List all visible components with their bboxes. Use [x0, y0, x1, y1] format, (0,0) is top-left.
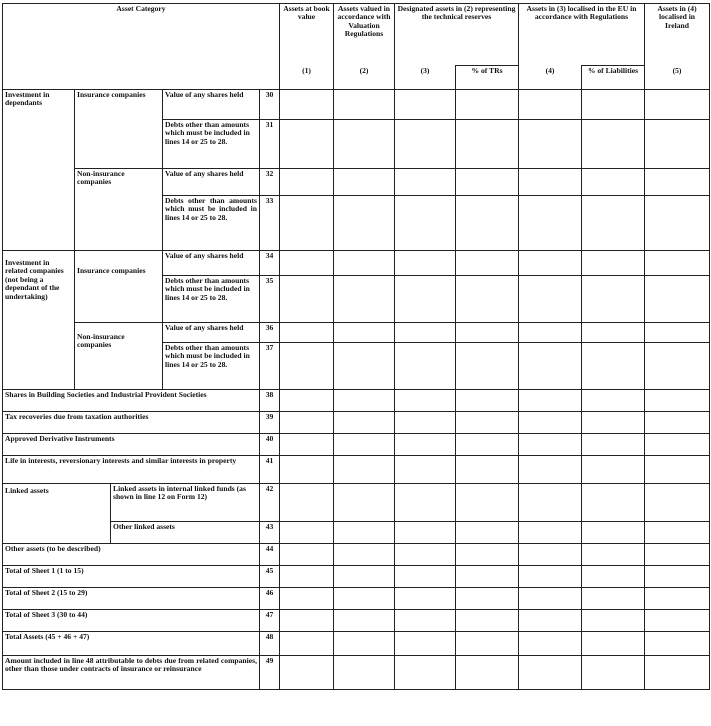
line-48-col4b[interactable]	[582, 632, 645, 656]
line-47-col5[interactable]	[645, 610, 710, 632]
line-31-col5[interactable]	[645, 120, 710, 169]
col5-number: (5)	[645, 66, 710, 90]
line-40-col1[interactable]	[280, 434, 334, 456]
line-48-col3b[interactable]	[456, 632, 519, 656]
line-43-col3b[interactable]	[456, 522, 519, 544]
line-41-number: 41	[260, 456, 280, 484]
col3b-title: % of TRs	[456, 66, 519, 90]
line-41-col1[interactable]	[280, 456, 334, 484]
line-30-number: 30	[260, 90, 280, 120]
line-40-number: 40	[260, 434, 280, 456]
line-39-col3[interactable]	[395, 412, 456, 434]
line-34-col4b[interactable]	[582, 251, 645, 276]
line-34-label: Value of any shares held	[163, 251, 260, 276]
line-30-col5[interactable]	[645, 90, 710, 120]
line-44-col3[interactable]	[395, 544, 456, 566]
line-32-col3b[interactable]	[456, 169, 519, 196]
line-32-col4[interactable]	[519, 169, 582, 196]
line-43-col4b[interactable]	[582, 522, 645, 544]
line-43-col5[interactable]	[645, 522, 710, 544]
line-32-number: 32	[260, 169, 280, 196]
line-36-col5[interactable]	[645, 323, 710, 343]
line-42-col3[interactable]	[395, 484, 456, 522]
line-33-col2[interactable]	[334, 196, 395, 251]
line-33-number: 33	[260, 196, 280, 251]
line-41-col2[interactable]	[334, 456, 395, 484]
line-49-col2[interactable]	[334, 656, 395, 690]
line-32-col5[interactable]	[645, 169, 710, 196]
line-32-col3[interactable]	[395, 169, 456, 196]
line-43-col4[interactable]	[519, 522, 582, 544]
line-33-col3b[interactable]	[456, 196, 519, 251]
line-45-col4[interactable]	[519, 566, 582, 588]
line-44-label: Other assets (to be described)	[3, 544, 260, 566]
line-31-col3[interactable]	[395, 120, 456, 169]
line-34-col3b[interactable]	[456, 251, 519, 276]
line-37-label: Debts other than amounts which must be included in lines 14 or 25 to 28.	[163, 343, 260, 390]
line-36-col2[interactable]	[334, 323, 395, 343]
line-41-col5[interactable]	[645, 456, 710, 484]
asset-category-header: Asset Category	[3, 4, 280, 90]
line-48-col4[interactable]	[519, 632, 582, 656]
line-37-col3b[interactable]	[456, 343, 519, 390]
line-46-col5[interactable]	[645, 588, 710, 610]
line-40-label: Approved Derivative Instruments	[3, 434, 260, 456]
line-46-col4[interactable]	[519, 588, 582, 610]
line-44-col4[interactable]	[519, 544, 582, 566]
line-35-col3b[interactable]	[456, 276, 519, 323]
line-31-col4[interactable]	[519, 120, 582, 169]
line-34-col1[interactable]	[280, 251, 334, 276]
line-37-col4[interactable]	[519, 343, 582, 390]
col1-number: (1)	[280, 66, 334, 90]
line-39-label: Tax recoveries due from taxation authorities	[3, 412, 260, 434]
line-39-col4b[interactable]	[582, 412, 645, 434]
line-36-col3b[interactable]	[456, 323, 519, 343]
line-43-number: 43	[260, 522, 280, 544]
line-49-col4[interactable]	[519, 656, 582, 690]
line-40-col3b[interactable]	[456, 434, 519, 456]
line-42-col3b[interactable]	[456, 484, 519, 522]
line-42-label: Linked assets in internal linked funds (as shown in line 12 on Form 12)	[111, 484, 260, 522]
subgroup-insurance-related: Insurance companies	[75, 251, 163, 323]
line-45-number: 45	[260, 566, 280, 588]
line-41-col4b[interactable]	[582, 456, 645, 484]
line-47-col2[interactable]	[334, 610, 395, 632]
line-45-col1[interactable]	[280, 566, 334, 588]
line-48-number: 48	[260, 632, 280, 656]
line-38-label: Shares in Building Societies and Industrial Provident Societies	[3, 390, 260, 412]
line-40-col3[interactable]	[395, 434, 456, 456]
line-46-col4b[interactable]	[582, 588, 645, 610]
line-43-label: Other linked assets	[111, 522, 260, 544]
line-37-number: 37	[260, 343, 280, 390]
line-44-col2[interactable]	[334, 544, 395, 566]
line-47-col1[interactable]	[280, 610, 334, 632]
line-37-col5[interactable]	[645, 343, 710, 390]
line-33-label: Debts other than amounts which must be included in lines 14 or 25 to 28.	[163, 196, 260, 251]
asset-category-table	[2, 3, 710, 690]
line-35-col4b[interactable]	[582, 276, 645, 323]
line-37-col3[interactable]	[395, 343, 456, 390]
line-42-col4b[interactable]	[582, 484, 645, 522]
line-42-col5[interactable]	[645, 484, 710, 522]
line-45-col2[interactable]	[334, 566, 395, 588]
line-37-col1[interactable]	[280, 343, 334, 390]
line-31-col3b[interactable]	[456, 120, 519, 169]
line-30-col3b[interactable]	[456, 90, 519, 120]
line-48-label: Total Assets (45 + 46 + 47)	[3, 632, 260, 656]
line-46-col1[interactable]	[280, 588, 334, 610]
line-32-label: Value of any shares held	[163, 169, 260, 196]
line-35-col4[interactable]	[519, 276, 582, 323]
line-48-col3[interactable]	[395, 632, 456, 656]
col3-title: Designated assets in (2) representing the technical reserves	[395, 4, 519, 66]
line-44-col1[interactable]	[280, 544, 334, 566]
line-40-col4[interactable]	[519, 434, 582, 456]
line-37-col2[interactable]	[334, 343, 395, 390]
line-38-col5[interactable]	[645, 390, 710, 412]
line-33-col4b[interactable]	[582, 196, 645, 251]
line-36-col3[interactable]	[395, 323, 456, 343]
line-43-col3[interactable]	[395, 522, 456, 544]
line-39-number: 39	[260, 412, 280, 434]
line-39-col3b[interactable]	[456, 412, 519, 434]
line-30-col2[interactable]	[334, 90, 395, 120]
line-43-col1[interactable]	[280, 522, 334, 544]
col4-number: (4)	[519, 66, 582, 90]
line-49-col4b[interactable]	[582, 656, 645, 690]
line-31-col2[interactable]	[334, 120, 395, 169]
line-45-col3b[interactable]	[456, 566, 519, 588]
line-30-col1[interactable]	[280, 90, 334, 120]
line-38-col3[interactable]	[395, 390, 456, 412]
line-46-col3b[interactable]	[456, 588, 519, 610]
col1-title: Assets at book value	[280, 4, 334, 66]
line-45-col3[interactable]	[395, 566, 456, 588]
col4b-title: % of Liabilities	[582, 66, 645, 90]
line-31-col4b[interactable]	[582, 120, 645, 169]
line-31-number: 31	[260, 120, 280, 169]
line-45-col5[interactable]	[645, 566, 710, 588]
line-49-label: Amount included in line 48 attributable to debts due from related companies, other than those under contracts of insurance or reinsurance	[3, 656, 260, 690]
line-44-col5[interactable]	[645, 544, 710, 566]
line-31-label: Debts other than amounts which must be included in lines 14 or 25 to 28.	[163, 120, 260, 169]
line-30-col4b[interactable]	[582, 90, 645, 120]
line-39-col5[interactable]	[645, 412, 710, 434]
line-38-col4[interactable]	[519, 390, 582, 412]
line-39-col2[interactable]	[334, 412, 395, 434]
line-44-col4b[interactable]	[582, 544, 645, 566]
line-47-number: 47	[260, 610, 280, 632]
line-34-col3[interactable]	[395, 251, 456, 276]
line-35-col1[interactable]	[280, 276, 334, 323]
line-33-col1[interactable]	[280, 196, 334, 251]
line-41-label: Life in interests, reversionary interests and similar interests in property	[3, 456, 260, 484]
line-47-col3[interactable]	[395, 610, 456, 632]
col2-number: (2)	[334, 66, 395, 90]
line-48-col2[interactable]	[334, 632, 395, 656]
line-42-col2[interactable]	[334, 484, 395, 522]
line-42-col1[interactable]	[280, 484, 334, 522]
line-33-col5[interactable]	[645, 196, 710, 251]
line-46-col3[interactable]	[395, 588, 456, 610]
col3-number: (3)	[395, 66, 456, 90]
line-48-col1[interactable]	[280, 632, 334, 656]
line-38-number: 38	[260, 390, 280, 412]
line-36-label: Value of any shares held	[163, 323, 260, 343]
line-33-col4[interactable]	[519, 196, 582, 251]
asset-form-sheet	[2, 3, 709, 720]
col2-title: Assets valued in accordance with Valuation Regulations	[334, 4, 395, 66]
line-41-col3b[interactable]	[456, 456, 519, 484]
group-dependants: Investment in dependants	[3, 90, 75, 251]
line-35-col3[interactable]	[395, 276, 456, 323]
line-44-number: 44	[260, 544, 280, 566]
line-48-col5[interactable]	[645, 632, 710, 656]
group-linked-assets: Linked assets	[3, 484, 111, 544]
line-46-number: 46	[260, 588, 280, 610]
subgroup-insurance-dependants: Insurance companies	[75, 90, 163, 169]
subgroup-non-insurance-related: Non-insurance companies	[75, 323, 163, 390]
line-42-number: 42	[260, 484, 280, 522]
line-47-col4[interactable]	[519, 610, 582, 632]
line-42-col4[interactable]	[519, 484, 582, 522]
line-32-col2[interactable]	[334, 169, 395, 196]
col5-title: Assets in (4) localised in Ireland	[645, 4, 710, 66]
line-49-col3[interactable]	[395, 656, 456, 690]
line-34-col5[interactable]	[645, 251, 710, 276]
line-31-col1[interactable]	[280, 120, 334, 169]
line-32-col1[interactable]	[280, 169, 334, 196]
line-49-col3b[interactable]	[456, 656, 519, 690]
line-43-col2[interactable]	[334, 522, 395, 544]
line-41-col4[interactable]	[519, 456, 582, 484]
group-related-companies: Investment in related companies (not being a dependant of the undertaking)	[3, 251, 75, 390]
line-39-col1[interactable]	[280, 412, 334, 434]
line-40-col5[interactable]	[645, 434, 710, 456]
line-40-col4b[interactable]	[582, 434, 645, 456]
line-38-col3b[interactable]	[456, 390, 519, 412]
line-41-col3[interactable]	[395, 456, 456, 484]
line-49-col1[interactable]	[280, 656, 334, 690]
line-46-col2[interactable]	[334, 588, 395, 610]
line-40-col2[interactable]	[334, 434, 395, 456]
line-36-number: 36	[260, 323, 280, 343]
line-34-col4[interactable]	[519, 251, 582, 276]
line-45-col4b[interactable]	[582, 566, 645, 588]
line-35-number: 35	[260, 276, 280, 323]
line-30-col4[interactable]	[519, 90, 582, 120]
line-35-col5[interactable]	[645, 276, 710, 323]
line-33-col3[interactable]	[395, 196, 456, 251]
line-35-label: Debts other than amounts which must be included in lines 14 or 25 to 28.	[163, 276, 260, 323]
line-34-number: 34	[260, 251, 280, 276]
line-38-col4b[interactable]	[582, 390, 645, 412]
line-49-col5[interactable]	[645, 656, 710, 690]
line-35-col2[interactable]	[334, 276, 395, 323]
line-36-col1[interactable]	[280, 323, 334, 343]
line-47-label: Total of Sheet 3 (30 to 44)	[3, 610, 260, 632]
subgroup-non-insurance-dependants: Non-insurance companies	[75, 169, 163, 251]
line-39-col4[interactable]	[519, 412, 582, 434]
line-34-col2[interactable]	[334, 251, 395, 276]
line-38-col1[interactable]	[280, 390, 334, 412]
line-36-col4[interactable]	[519, 323, 582, 343]
line-45-label: Total of Sheet 1 (1 to 15)	[3, 566, 260, 588]
line-36-col4b[interactable]	[582, 323, 645, 343]
line-47-col3b[interactable]	[456, 610, 519, 632]
col4-title: Assets in (3) localised in the EU in accordance with Regulations	[519, 4, 645, 66]
line-30-label: Value of any shares held	[163, 90, 260, 120]
line-30-col3[interactable]	[395, 90, 456, 120]
line-49-number: 49	[260, 656, 280, 690]
line-32-col4b[interactable]	[582, 169, 645, 196]
line-37-col4b[interactable]	[582, 343, 645, 390]
line-38-col2[interactable]	[334, 390, 395, 412]
line-44-col3b[interactable]	[456, 544, 519, 566]
line-47-col4b[interactable]	[582, 610, 645, 632]
line-46-label: Total of Sheet 2 (15 to 29)	[3, 588, 260, 610]
